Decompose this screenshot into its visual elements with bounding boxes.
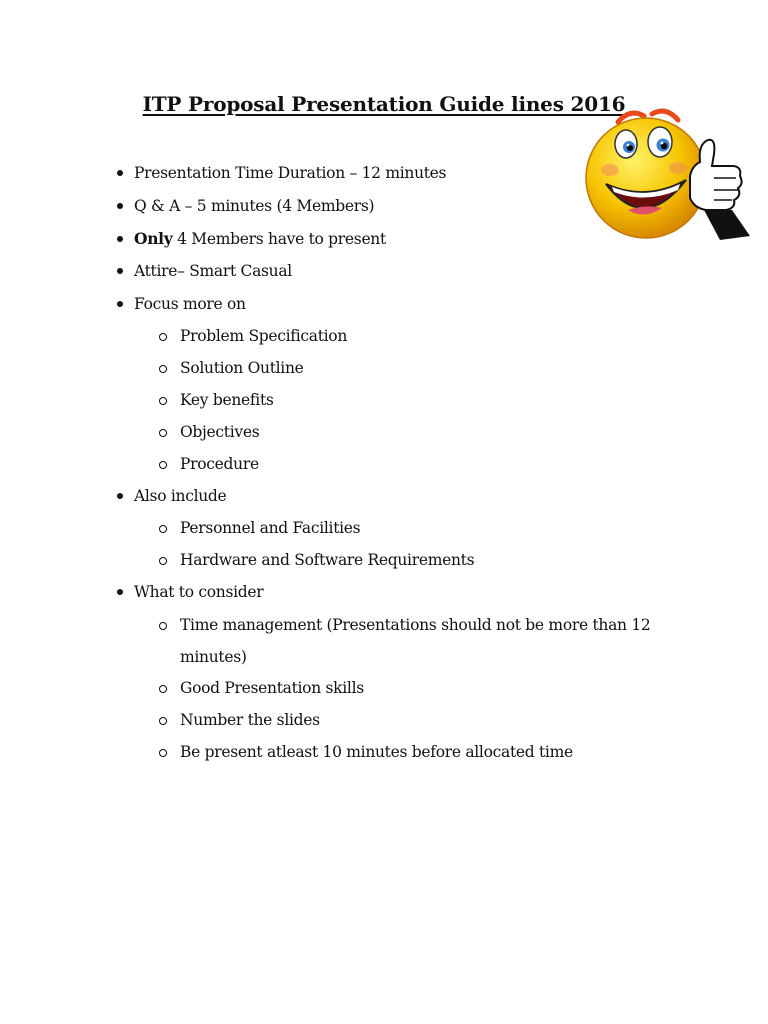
sub-bullet-marker xyxy=(159,333,167,341)
sub-list-item: Procedure xyxy=(180,455,259,473)
list-item: Also include xyxy=(134,487,227,505)
sub-list-item: Number the slides xyxy=(180,711,320,729)
sub-bullet-marker xyxy=(159,461,167,469)
sub-list-item-continuation: minutes) xyxy=(180,648,247,666)
list-item: Attire– Smart Casual xyxy=(134,262,292,280)
sub-list-item: Problem Specification xyxy=(180,327,348,345)
bullet-marker xyxy=(117,589,123,595)
list-item: Focus more on xyxy=(134,295,246,313)
sub-list-item: Hardware and Software Requirements xyxy=(180,551,475,569)
emphasis-text: Only xyxy=(134,229,173,248)
sub-bullet-marker xyxy=(159,525,167,533)
sub-bullet-marker xyxy=(159,717,167,725)
page-title: ITP Proposal Presentation Guide lines 2016 xyxy=(142,92,626,116)
sub-list-item: Time management (Presentations should not be more than 12 xyxy=(180,616,651,634)
list-item: Presentation Time Duration – 12 minutes xyxy=(134,164,447,182)
bullet-marker xyxy=(117,170,123,176)
list-item: What to consider xyxy=(134,583,264,601)
bullet-marker xyxy=(117,268,123,274)
sub-bullet-marker xyxy=(159,397,167,405)
bullet-marker xyxy=(117,493,123,499)
bullet-marker xyxy=(117,236,123,242)
sub-bullet-marker xyxy=(159,557,167,565)
list-item-text: 4 Members have to present xyxy=(172,230,386,248)
sub-list-item: Key benefits xyxy=(180,391,274,409)
sub-bullet-marker xyxy=(159,365,167,373)
sub-bullet-marker xyxy=(159,622,167,630)
sub-bullet-marker xyxy=(159,749,167,757)
sub-list-item: Solution Outline xyxy=(180,359,304,377)
sub-bullet-marker xyxy=(159,429,167,437)
bullet-marker xyxy=(117,203,123,209)
sub-list-item: Objectives xyxy=(180,423,260,441)
list-item xyxy=(134,229,386,249)
sub-list-item: Be present atleast 10 minutes before allocated time xyxy=(180,743,573,761)
sub-list-item: Personnel and Facilities xyxy=(180,519,361,537)
bullet-marker xyxy=(117,301,123,307)
sub-bullet-marker xyxy=(159,685,167,693)
sub-list-item: Good Presentation skills xyxy=(180,679,364,697)
list-item: Q & A – 5 minutes (4 Members) xyxy=(134,197,375,215)
